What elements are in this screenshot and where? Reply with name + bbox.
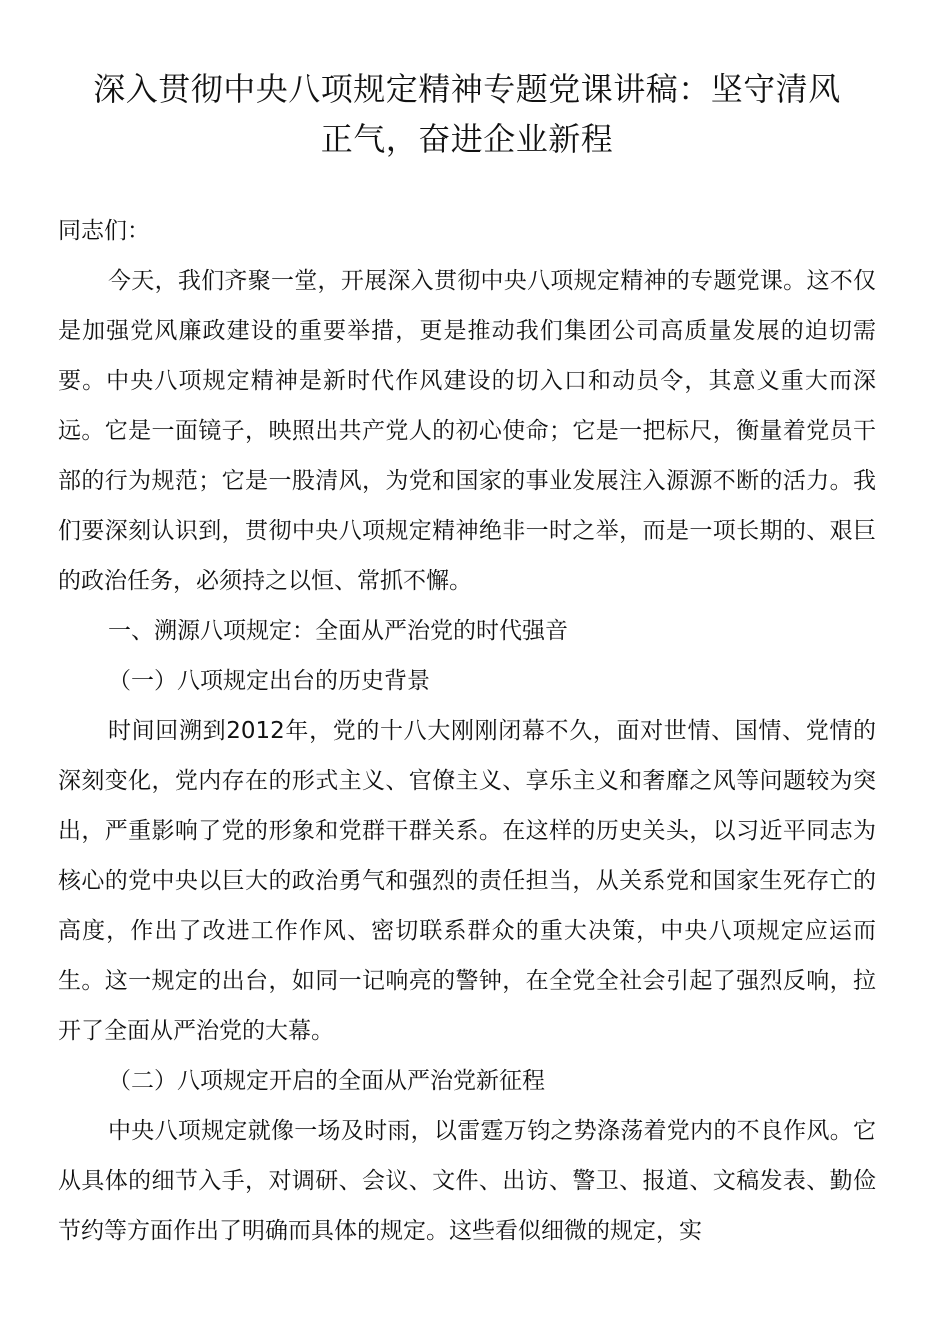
paragraph-new-journey: 中央八项规定就像一场及时雨，以雷霆万钧之势涤荡着党内的不良作风。它从具体的细节入手，对调研、会议、文件、出访、警卫、报道、文稿发表、勤俭节约等方面作出了明确而具体的规定。这些看似细微的规定，实 xyxy=(58,1118,876,1244)
title-line-1: 深入贯彻中央八项规定精神专题党课讲稿：坚守清风 xyxy=(93,70,841,108)
document-body xyxy=(58,206,876,1256)
paragraph-intro: 今天，我们齐聚一堂，开展深入贯彻中央八项规定精神的专题党课。这不仅是加强党风廉政建设的重要举措，更是推动我们集团公司高质量发展的迫切需要。中央八项规定精神是新时代作风建设的切入口和动员令，其意义重大而深远。它是一面镜子，映照出共产党人的初心使命；它是一把标尺，衡量着党员干部的行为规范；它是一股清风，为党和国家的事业发展注入源源不断的活力。我们要深刻认识到，贯彻中央八项规定精神绝非一时之举，而是一项长期的、艰巨的政治任务，必须持之以恒、常抓不懈。 xyxy=(58,268,876,594)
salutation: 同志们： xyxy=(58,218,150,244)
section-heading-1: 一、溯源八项规定：全面从严治党的时代强音 xyxy=(108,618,568,644)
title-line-2: 正气，奋进企业新程 xyxy=(320,120,614,158)
subsection-heading-1: （一）八项规定出台的历史背景 xyxy=(108,668,430,694)
document-title xyxy=(58,64,876,164)
subsection-heading-2: （二）八项规定开启的全面从严治党新征程 xyxy=(108,1068,545,1094)
paragraph-history: 时间回溯到2012年，党的十八大刚刚闭幕不久，面对世情、国情、党情的深刻变化，党内存在的形式主义、官僚主义、享乐主义和奢靡之风等问题较为突出，严重影响了党的形象和党群干群关系。在这样的历史关头，以习近平同志为核心的党中央以巨大的政治勇气和强烈的责任担当，从关系党和国家生死存亡的高度，作出了改进工作作风、密切联系群众的重大决策，中央八项规定应运而生。这一规定的出台，如同一记响亮的警钟，在全党全社会引起了强烈反响，拉开了全面从严治党的大幕。 xyxy=(58,718,876,1044)
